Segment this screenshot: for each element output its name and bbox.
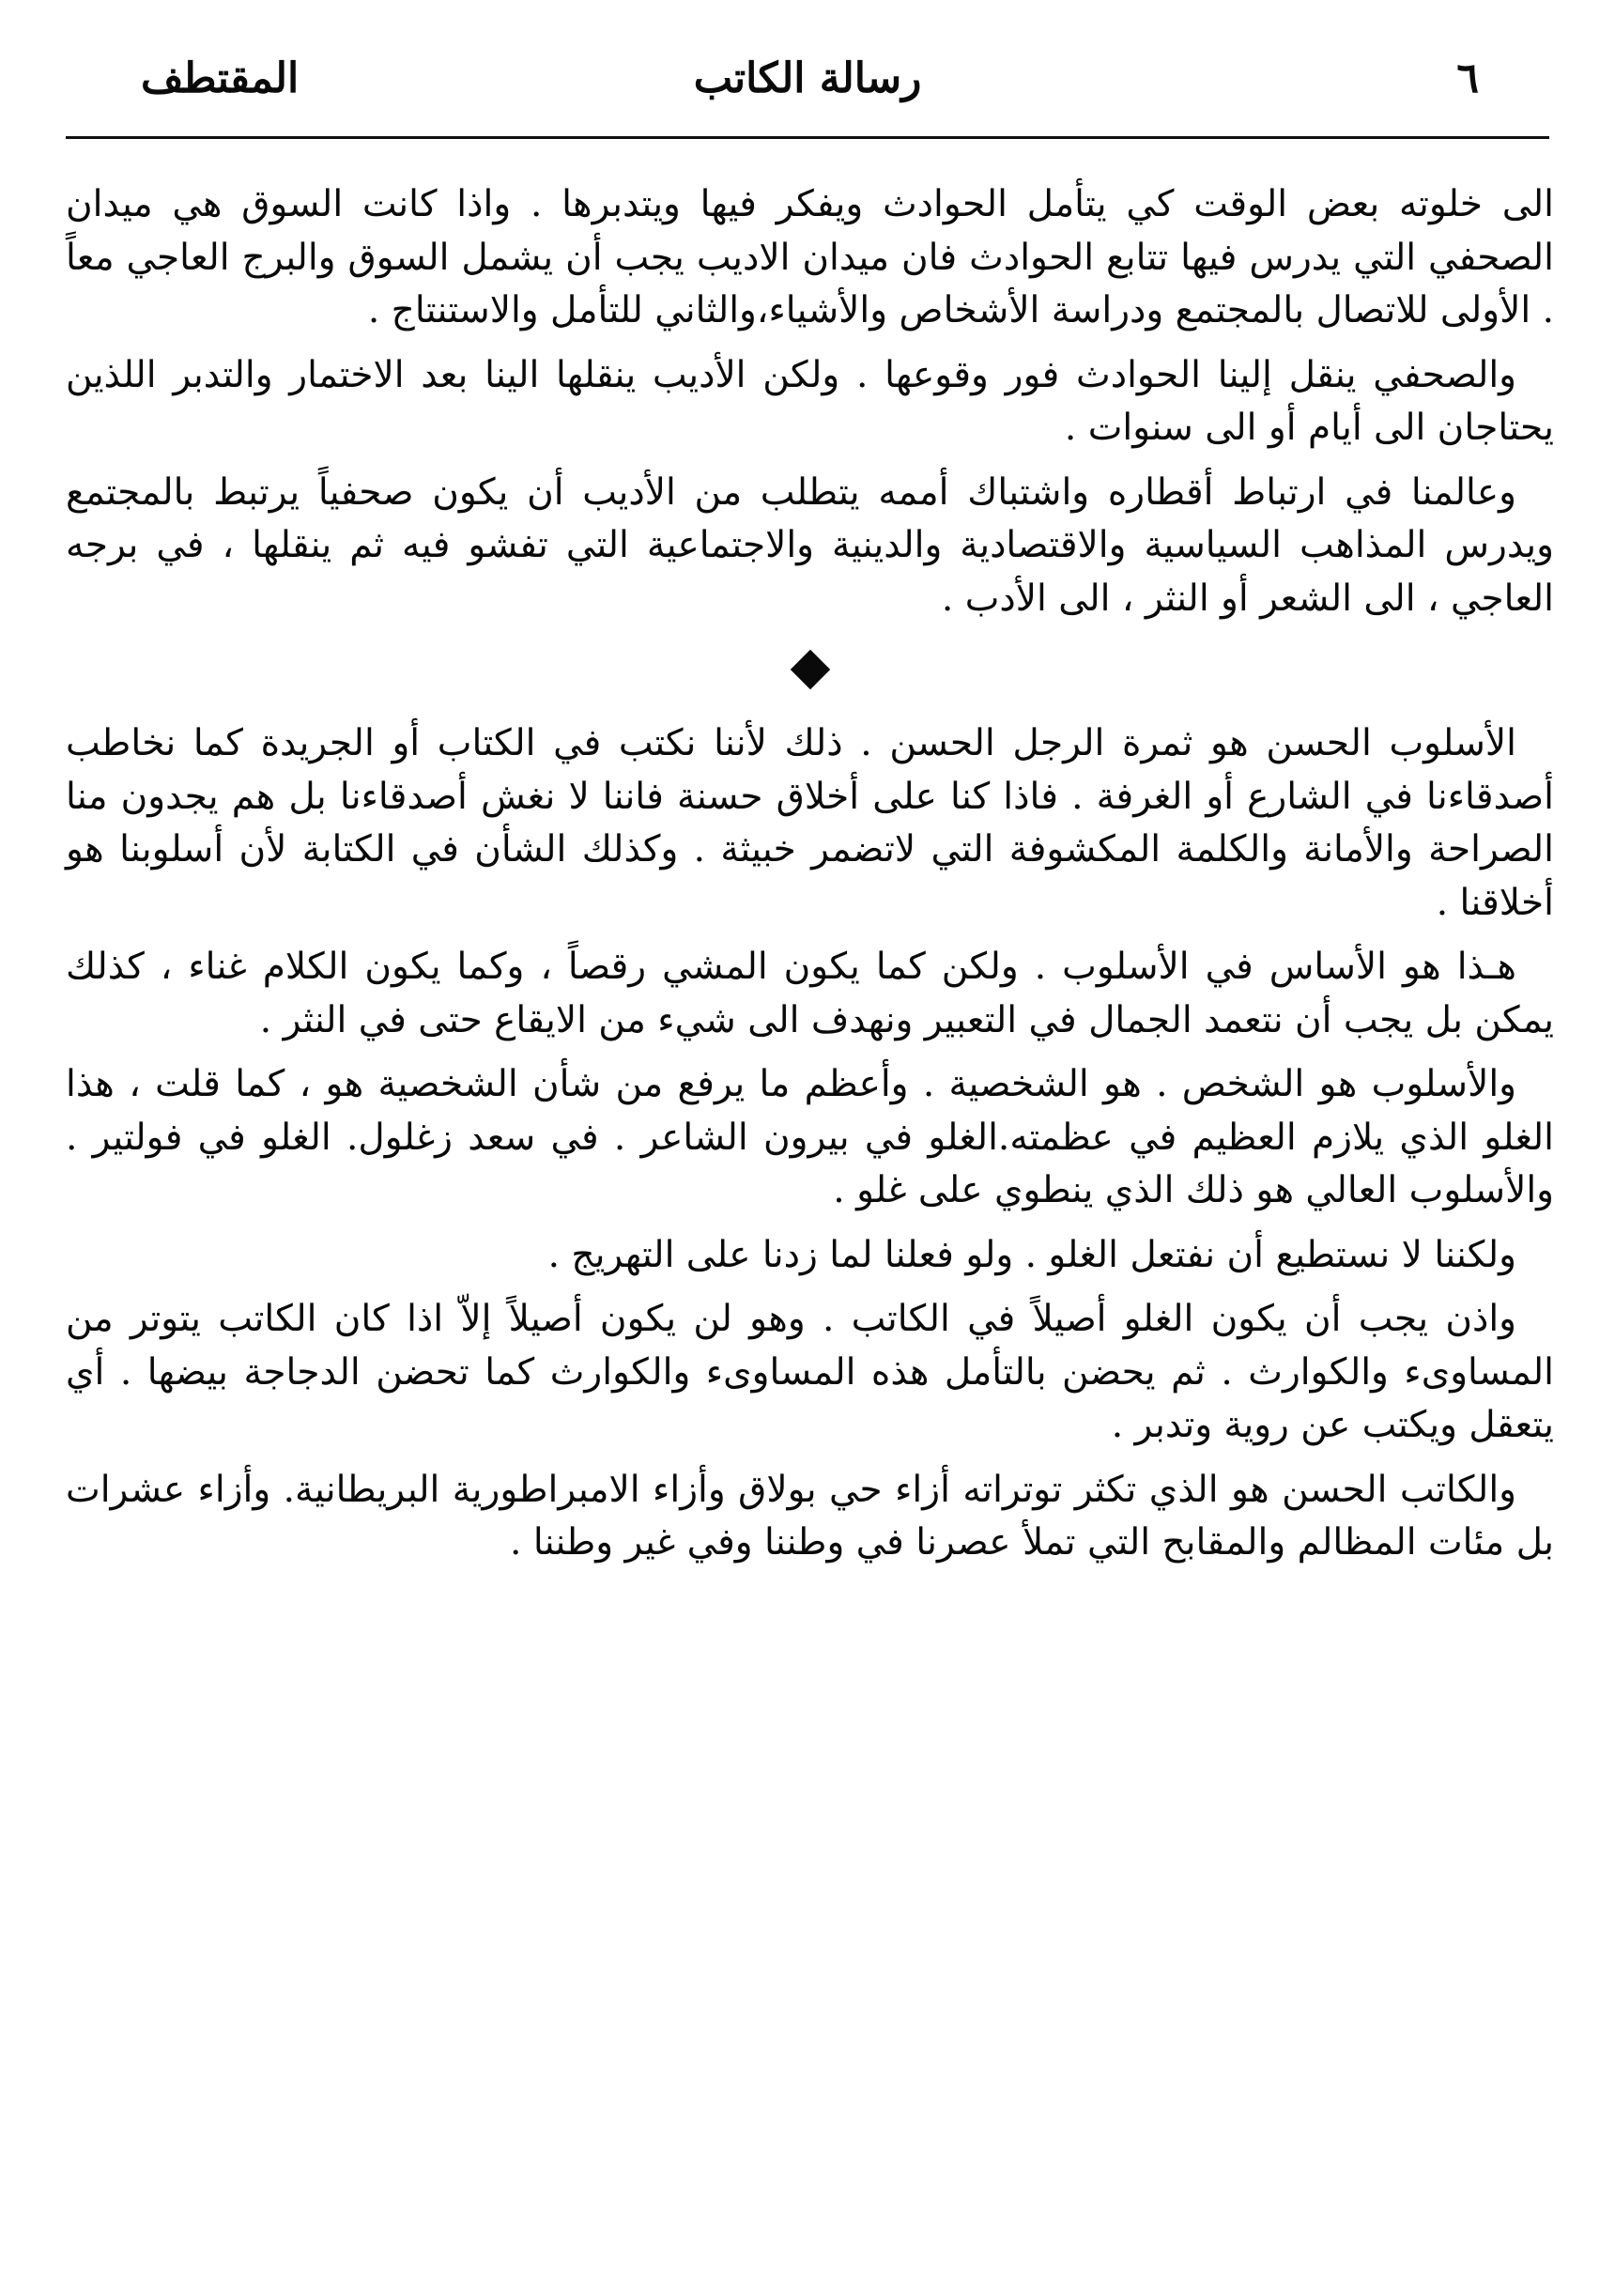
paragraph: الأسلوب الحسن هو ثمرة الرجل الحسن . ذلك لأننا نكتب في الكتاب أو الجريدة كما نخاطب أصدقاءنا في الشارع أو الغرفة . فاذا كنا على أخلاق حسنة فاننا لا نغش أصدقاءنا بل هم يجدون منا الصراحة والأمانة والكلمة المكشوفة التي لاتضمر خبيثة . وكذلك الشأن في الكتابة لأن أسلوبنا هو أخلاقنا . (66, 722, 1554, 924)
section-separator (66, 637, 1554, 702)
header-rule (66, 136, 1549, 139)
paragraph: والصحفي ينقل إلينا الحوادث فور وقوعها . ولكن الأديب ينقلها الينا بعد الاختمار والتدبر اللذين يحتاجان الى أيام أو الى سنوات . (66, 353, 1554, 449)
paragraph: والأسلوب هو الشخص . هو الشخصية . وأعظم ما يرفع من شأن الشخصية هو ، كما قلت ، هذا الغلو الذي يلازم العظيم في عظمته.الغلو في بيرون الشاعر . في سعد زغلول. الغلو في فولتير . والأسلوب العالي هو ذلك الذي ينطوي على غلو . (66, 1063, 1554, 1211)
article-body (66, 178, 1554, 2258)
paragraph: والكاتب الحسن هو الذي تكثر توتراته أزاء حي بولاق وأزاء الامبراطورية البريطانية. وأزاء عشرات بل مئات المظالم والمقابح التي تملأ عصرنا في وطننا وفي غير وطننا . (66, 1468, 1554, 1564)
diamond-ornament-icon (790, 650, 829, 689)
page-number: ٦ (1456, 54, 1479, 102)
journal-name: المقتطف (141, 54, 300, 102)
paragraph: وعالمنا في ارتباط أقطاره واشتباك أممه يتطلب من الأديب أن يكون صحفياً يرتبط بالمجتمع ويدرس المذاهب السياسية والاقتصادية والدينية والاجتماعية التي تفشو فيه ثم ينقلها ، في برجه العاجي ، الى الشعر أو النثر ، الى الأدب . (66, 470, 1554, 620)
paragraph: واذن يجب أن يكون الغلو أصيلاً في الكاتب . وهو لن يكون أصيلاً إلاّ اذا كان الكاتب يتوتر من المساوىء والكوارث . ثم يحضن بالتأمل هذه المساوىء والكوارث كما تحضن الدجاجة بيضها . أي يتعقل ويكتب عن روية وتدبر . (66, 1298, 1554, 1446)
paragraph: الى خلوته بعض الوقت كي يتأمل الحوادث ويفكر فيها ويتدبرها . واذا كانت السوق هي ميدان الصحفي التي يدرس فيها تتابع الحوادث فان ميدان الاديب يجب أن يشمل السوق والبرج العاجي معاً . الأولى للاتصال بالمجتمع ودراسة الأشخاص والأشياء،والثاني للتأمل والاستنتاج . (66, 183, 1555, 331)
page-header (66, 54, 1549, 120)
paragraph: ولكننا لا نستطيع أن نفتعل الغلو . ولو فعلنا لما زدنا على التهريج . (547, 1233, 1516, 1276)
running-title: رسالة الكاتب (693, 54, 922, 102)
paragraph: هـذا هو الأساس في الأسلوب . ولكن كما يكون المشي رقصاً ، وكما يكون الكلام غناء ، كذلك يمكن بل يجب أن نتعمد الجمال في التعبير ونهدف الى شيء من الايقاع حتى في النثر . (66, 946, 1554, 1041)
